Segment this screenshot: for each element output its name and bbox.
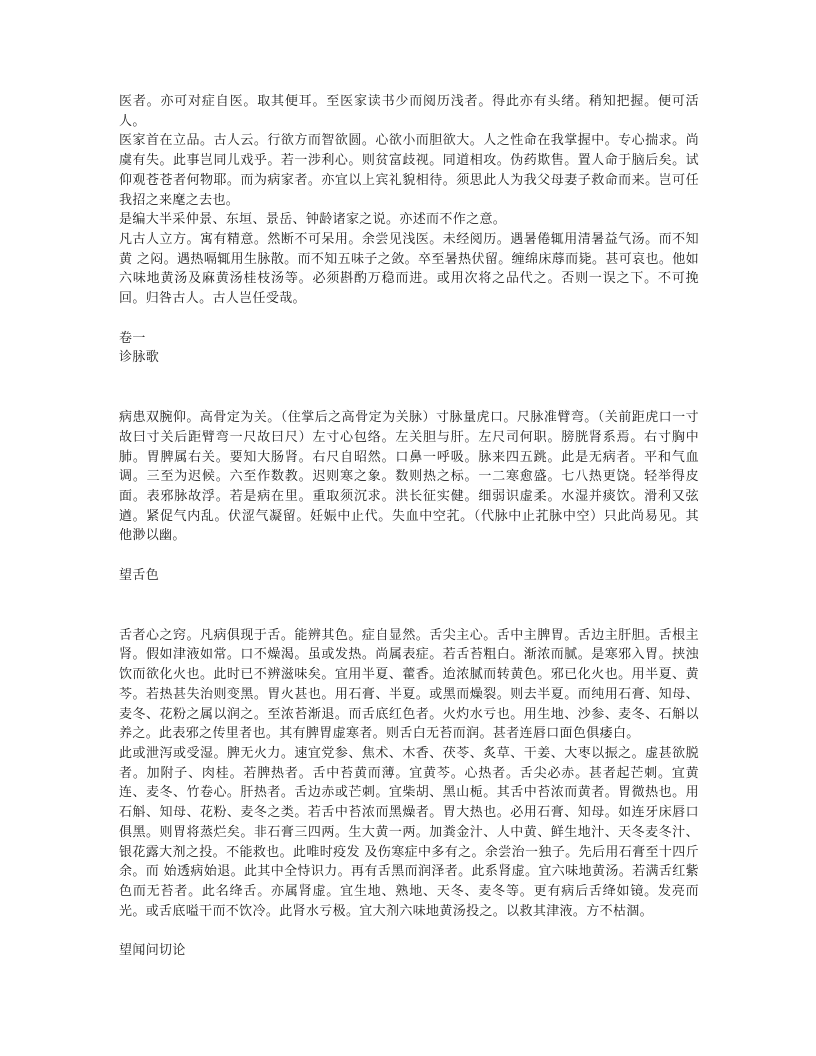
pulse-song-paragraph: 病患双腕仰。高骨定为关。（住掌后之高骨定为关脉）寸脉量虎口。尺脉准臂弯。（关前距虎口一寸故曰寸关后距臂弯一尺故曰尺）左寸心包络。左关胆与肝。左尺司何职。膀胱肾系焉。右寸胸中肺。胃脾属右关。要知大肠肾。右尺自昭然。口鼻一呼吸。脉来四五跳。此是无病者。平和气血调。三至为迟候。六至作数教。迟则寒之象。数则热之标。一二寒愈盛。七八热更饶。轻举得皮面。表邪脉故浮。若是病在里。重取须沉求。洪长征实健。细弱识虚柔。水湿并痰饮。滑利又弦遒。紧促气内乱。伏涩气凝留。妊娠中止代。失血中空芤。（代脉中止芤脉中空）只此尚易见。其他渺以幽。 [119, 410, 699, 544]
intro-paragraph-1: 医者。亦可对症自医。取其便耳。至医家读书少而阅历浅者。得此亦有头绪。稍知把握。便可活人。 [119, 94, 699, 129]
tongue-paragraph-2: 此或泄泻或受湿。脾无火力。速宜党参、焦术、木香、茯苓、炙草、干姜、大枣以振之。虚甚欲脱者。加附子、肉桂。若脾热者。舌中苔黄而薄。宜黄芩。心热者。舌尖必赤。甚者起芒刺。宜黄连、麦冬、竹卷心。肝热者。舌边赤或芒刺。宜柴胡、黑山栀。其舌中苔浓而黄者。胃微热也。用石斛、知母、花粉、麦冬之类。若舌中苔浓而黑燥者。胃大热也。必用石膏、知母。如连牙床唇口俱黑。则胃将蒸烂矣。非石膏三四两。生大黄一两。加粪金汁、人中黄、鲜生地汁、天冬麦冬汁、银花露大剂之投。不能救也。此唯时疫发 及伤寒症中多有之。余尝治一独子。先后用石膏至十四斤余。而 始透病始退。此其中全恃识力。再有舌黑而润泽者。此系肾虚。宜六味地黄汤。若满舌红紫色而无苔者。此名绛舌。亦属肾虚。宜生地、熟地、天冬、麦冬等。更有病后舌绛如镜。发亮而光。或舌底嗌干而不饮冷。此肾水亏极。宜大剂六味地黄汤投之。以救其津液。方不枯涸。 [119, 745, 699, 919]
intro-paragraph-4: 凡古人立方。寓有精意。然断不可呆用。余尝见浅医。未经阅历。遇暑倦辄用清暑益气汤。而不知黄 之闷。遇热嗝辄用生脉散。而不知五味子之敛。卒至暑热伏留。缠绵床蓐而毙。甚可哀也。他如六味地黄汤及麻黄汤桂枝汤等。必须斟酌万稳而进。或用次将之品代之。否则一误之下。不可挽回。归咎古人。古人岂任受哉。 [119, 231, 699, 307]
document-page [119, 92, 699, 961]
section-title-tongue-color: 望舌色 [119, 568, 160, 584]
tongue-paragraph-1: 舌者心之窍。凡病俱现于舌。能辨其色。症自显然。舌尖主心。舌中主脾胃。舌边主肝胆。舌根主肾。假如津液如常。口不燥渴。虽或发热。尚属表症。若舌苔粗白。渐浓而腻。是寒邪入胃。挟浊饮而欲化火也。此时已不辨滋味矣。宜用半夏、藿香。迨浓腻而转黄色。邪已化火也。用半夏、黄芩。若热甚失治则变黑。胃火甚也。用石膏、半夏。或黑而燥裂。则去半夏。而纯用石膏、知母、麦冬、花粉之属以润之。至浓苔渐退。而舌底红色者。火灼水亏也。用生地、沙参、麦冬、石斛以养之。此表邪之传里者也。其有脾胃虚寒者。则舌白无苔而润。甚者连唇口面色俱痿白。 [119, 627, 699, 742]
spacer [119, 368, 699, 408]
volume-title: 卷一 [119, 330, 146, 346]
intro-paragraph-2: 医家首在立品。古人云。行欲方而智欲圆。心欲小而胆欲大。人之性命在我掌握中。专心揣求。尚虞有失。此事岂同儿戏乎。若一涉利心。则贫富歧视。同道相攻。伪药欺售。置人命于脑后矣。试仰观苍苍者何物耶。而为病家者。亦宜以上宾礼貌相待。须思此人为我父母妻子救命而来。岂可任我招之来麾之去也。 [119, 133, 699, 208]
section-title-four-diagnostics: 望闻问切论 [119, 943, 186, 959]
spacer [119, 546, 699, 566]
spacer [119, 309, 699, 329]
spacer [119, 586, 699, 626]
section-title-pulse-song: 诊脉歌 [119, 350, 160, 366]
spacer [119, 921, 699, 941]
intro-paragraph-3: 是编大半采仲景、东垣、景岳、钟龄诸家之说。亦述而不作之意。 [119, 212, 507, 228]
